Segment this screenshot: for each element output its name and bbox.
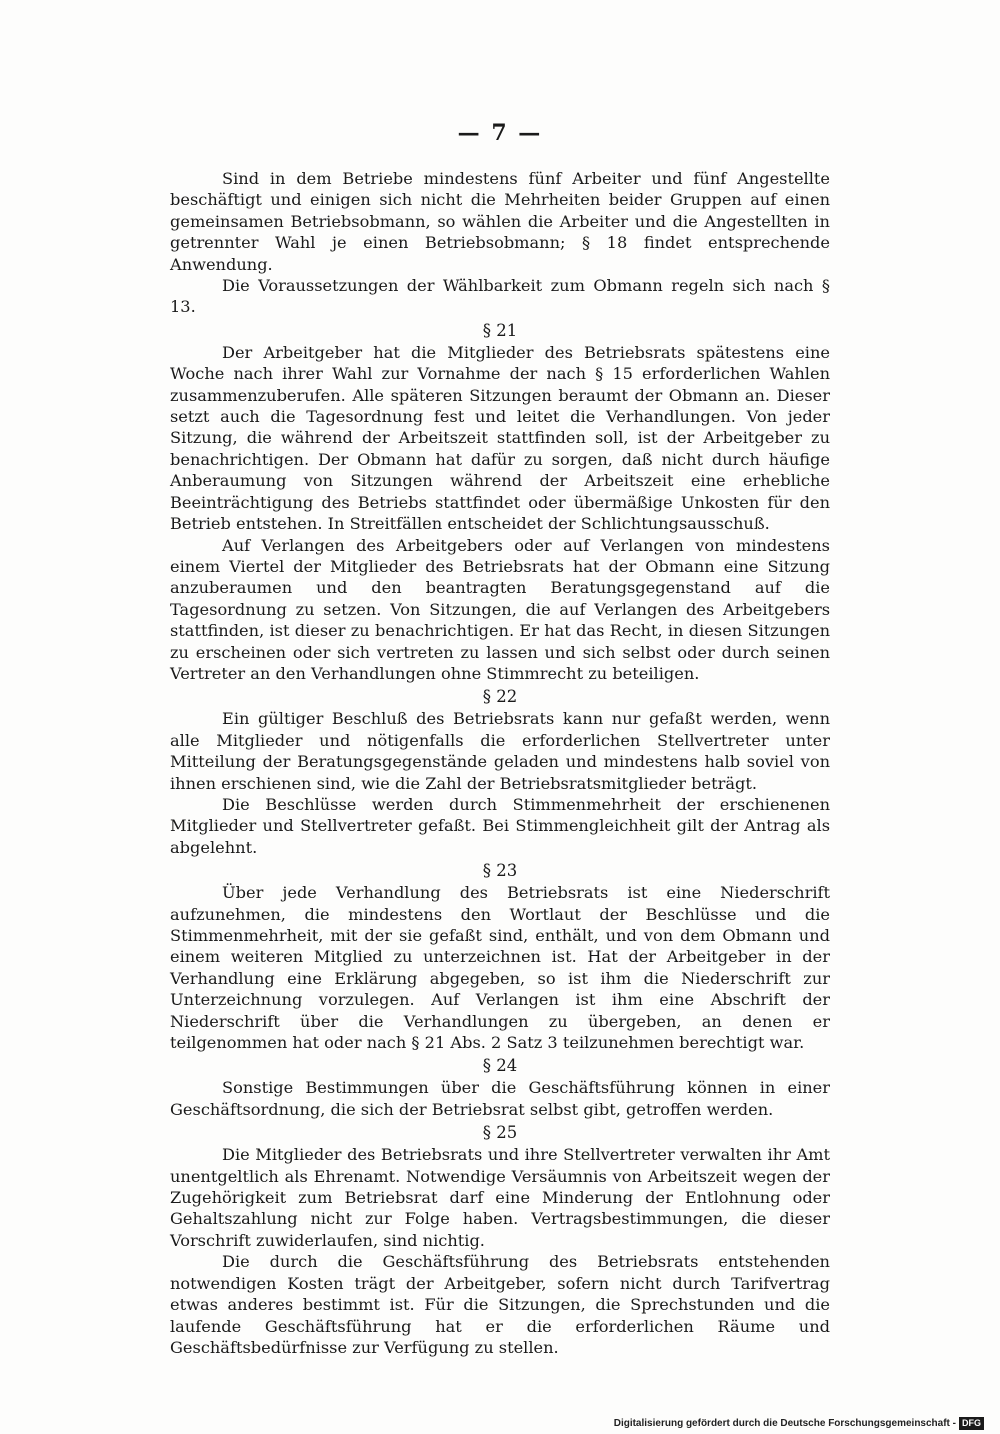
- dfg-logo: DFG: [959, 1417, 984, 1430]
- digitization-footer: [614, 1416, 984, 1430]
- section-heading: § 25: [482, 1123, 518, 1143]
- paragraph: Die Beschlüsse werden durch Stimmenmehrheit der erschienenen Mitglieder und Stellvertreter gefaßt. Bei Stimmengleichheit gilt der Antrag als abgelehnt.: [170, 794, 830, 857]
- paragraph: Sind in dem Betriebe mindestens fünf Arbeiter und fünf Angestellte beschäftigt und einigen sich nicht die Mehrheiten beider Gruppen auf einen gemeinsamen Betriebsobmann, so wählen die Arbeiter und die Angestellten in getrennter Wahl je einen Betriebsobmann; § 18 findet entsprechende Anwendung.: [170, 169, 830, 274]
- paragraph: Sonstige Bestimmungen über die Geschäftsführung können in einer Geschäftsordnung, die sich der Betriebsrat selbst gibt, getroffen werden.: [170, 1078, 830, 1119]
- paragraph: Ein gültiger Beschluß des Betriebsrats kann nur gefaßt werden, wenn alle Mitglieder und nötigenfalls die erforderlichen Stellvertreter unter Mitteilung der Beratungsgegenstände geladen und mindestens halb soviel von ihnen erschienen sind, wie die Zahl der Betriebsratsmitglieder beträgt.: [170, 709, 830, 793]
- section-heading: § 21: [482, 320, 518, 340]
- paragraph: Die Voraussetzungen der Wählbarkeit zum Obmann regeln sich nach § 13.: [170, 276, 830, 317]
- paragraph: Die Mitglieder des Betriebsrats und ihre Stellvertreter verwalten ihr Amt unentgeltlich als Ehrenamt. Notwendige Versäumnis von Arbeitszeit wegen der Zugehörigkeit zum Betriebsrat darf eine Minderung der Entlohnung oder Gehaltszahlung nicht zur Folge haben. Vertragsbestimmungen, die dieser Vorschrift zuwiderlaufen, sind nichtig.: [170, 1145, 830, 1250]
- page-number: — 7 —: [457, 120, 543, 146]
- section-heading: § 22: [482, 687, 518, 707]
- paragraph: Auf Verlangen des Arbeitgebers oder auf Verlangen von mindestens einem Viertel der Mitglieder des Betriebsrats hat der Obmann eine Sitzung anzuberaumen und den beantragten Beratungsgegenstand auf die Tagesordnung zu setzen. Von Sitzungen, die auf Verlangen des Arbeitgebers stattfinden, ist dieser zu benachrichtigen. Er hat das Recht, in diesen Sitzungen zu erscheinen oder sich vertreten zu lassen und sich selbst oder durch seinen Vertreter an den Verhandlungen ohne Stimmrecht zu beteiligen.: [170, 535, 830, 683]
- document-body: [170, 168, 830, 1358]
- paragraph: Über jede Verhandlung des Betriebsrats ist eine Niederschrift aufzunehmen, die mindestens den Wortlaut der Beschlüsse und die Stimmenmehrheit, mit der sie gefaßt sind, enthält, und von dem Obmann und einem weiteren Mitglied zu unterzeichnen ist. Hat der Arbeitgeber in der Verhandlung eine Erklärung abgegeben, so ist ihm die Niederschrift zur Unterzeichnung vorzulegen. Auf Verlangen ist ihm eine Abschrift der Niederschrift über die Verhandlungen zu übergeben, an denen er teilgenommen hat oder nach § 21 Abs. 2 Satz 3 teilzunehmen berechtigt war.: [170, 883, 830, 1053]
- section-heading: § 23: [482, 861, 518, 881]
- paragraph: Der Arbeitgeber hat die Mitglieder des Betriebsrats spätestens eine Woche nach ihrer Wahl zur Vornahme der nach § 15 erforderlichen Wahlen zusammenzuberufen. Alle späteren Sitzungen beraumt der Obmann an. Dieser setzt auch die Tagesordnung fest und leitet die Verhandlungen. Von jeder Sitzung, die während der Arbeitszeit stattfinden soll, ist der Arbeitgeber zu benachrichtigen. Der Obmann hat dafür zu sorgen, daß nicht durch häufige Anberaumung von Sitzungen während der Arbeitszeit eine erhebliche Beeinträchtigung des Betriebs stattfindet oder übermäßige Unkosten für den Betrieb entstehen. In Streitfällen entscheidet der Schlichtungsausschuß.: [170, 342, 830, 534]
- section-heading: § 24: [482, 1056, 518, 1076]
- footer-credit-text: Digitalisierung gefördert durch die Deutsche Forschungsgemeinschaft -: [613, 1417, 956, 1429]
- paragraph: Die durch die Geschäftsführung des Betriebsrats entstehenden notwendigen Kosten trägt der Arbeitgeber, sofern nicht durch Tarifvertrag etwas anderes bestimmt ist. Für die Sitzungen, die Sprechstunden und die laufende Geschäftsführung hat er die erforderlichen Räume und Geschäftsbedürfnisse zur Verfügung zu stellen.: [170, 1252, 830, 1357]
